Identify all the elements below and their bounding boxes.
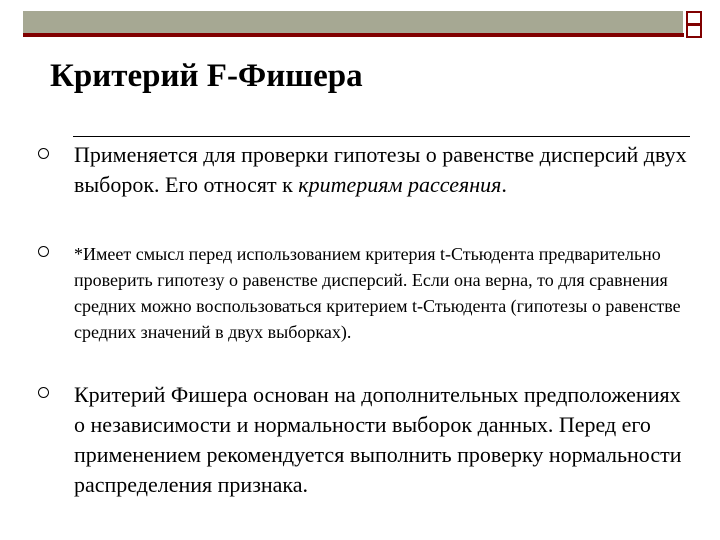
corner-square-decoration [686,11,702,25]
hollow-circle-icon [38,148,49,159]
bullet-1-end: . [501,172,507,197]
bullet-1-text: Применяется для проверки гипотезы о равенстве дисперсий двух выборок. Его относят к [74,142,687,197]
bullet-item-3 [74,380,696,500]
header-band [23,11,683,33]
title-underline [73,136,690,137]
slide-title: Критерий F-Фишера [50,58,363,94]
hollow-circle-icon [38,387,49,398]
bullet-item-2 [74,241,696,345]
hollow-circle-icon [38,246,49,257]
bullet-3-text: Критерий Фишера основан на дополнительных предположениях о независимости и нормальности выборок данных. Перед его применением рекомендуется выполнить проверку нормальности распределения признака. [74,382,682,497]
bullet-item-1 [74,140,696,200]
bullet-1-italic-term: критериям рассеяния [298,172,502,197]
corner-square-decoration-lower [686,24,702,38]
header-accent-rule [23,33,684,37]
bullet-2-text: *Имеет смысл перед использованием критерия t-Стьюдента предварительно проверить гипотезу о равенстве дисперсий. Если она верна, то для сравнения средних можно воспользоваться критерием t-Стьюдента (гипотезы о равенстве средних значений в двух выборках). [74,244,681,342]
